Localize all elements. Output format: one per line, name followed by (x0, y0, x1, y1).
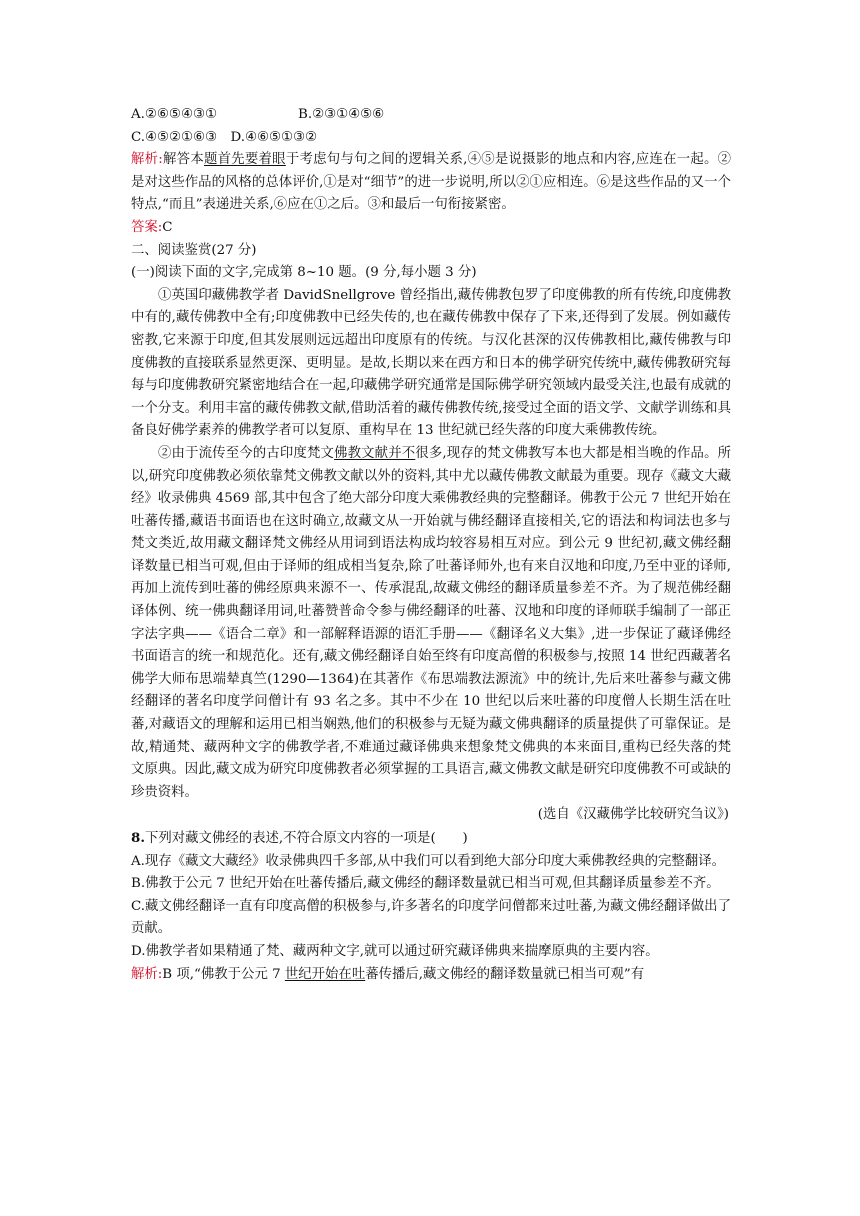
passage-paragraph-1: ①英国印藏佛教学者 DavidSnellgrove 曾经指出,藏传佛教包罗了印度佛教的所有传统,印度佛教中有的,藏传佛教中全有;印度佛教中已经失传的,也在藏传佛教中保存了下来,还得到了发展。例如藏传密教,它来源于印度,但其发展则远远超出印度原有的传统。与汉化甚深的汉传佛教相比,藏传佛教与印度佛教的直接联系显然更深、更明显。是故,长期以来在西方和日本的佛学研究传统中,藏传佛教研究每每与印度佛教研究紧密地结合在一起,印藏佛学研究通常是国际佛学研究领域内最受关注,也最有成就的一个分支。利用丰富的藏传佛教文献,借助活着的藏传佛教传统,接受过全面的语文学、文献学训练和具备良好佛学素养的佛教学者可以复原、重构早在 13 世纪就已经失落的印度大乘佛教传统。 (131, 287, 731, 439)
analysis-label: 解析: (131, 152, 163, 168)
answer-label: 答案: (131, 219, 163, 235)
prev-options-row-1 (131, 104, 731, 127)
section-sub-heading: (一)阅读下面的文字,完成第 8~10 题。(9 分,每小题 3 分) (131, 265, 477, 281)
question-number: 8. (131, 830, 145, 846)
analysis8-text-post: 蕃传播后,藏文佛经的翻译数量就已相当可观”有 (365, 966, 645, 982)
question-8-option-c: C.藏文佛经翻译一直有印度高僧的积极参与,许多著名的印度学问僧都来过吐蕃,为藏文佛经翻译做出了贡献。 (131, 898, 731, 937)
prev-answer (131, 217, 731, 240)
question-8-analysis (131, 964, 731, 987)
analysis8-text-pre: B 项,“佛教于公元 7 (162, 966, 285, 982)
p2-underlined: 佛教文献并不 (334, 445, 416, 461)
question-8-option-b: B.佛教于公元 7 世纪开始在吐蕃传播后,藏文佛经的翻译数量就已相当可观,但其翻译质量参差不齐。 (131, 876, 720, 892)
option-b: B.②③①④⑤⑥ (298, 107, 385, 122)
analysis-text-pre: 解答本 (162, 152, 204, 168)
document-page (131, 104, 731, 986)
p2-text-pre: ②由于流传至今的古印度梵文 (158, 445, 335, 461)
option-a: A.②⑥⑤④③① (131, 107, 217, 122)
analysis-underlined: 题首先要着眼 (203, 152, 286, 168)
analysis-text-post: 于考虑句与句之间的逻辑关系,④⑤是说摄影的地点和内容,应连在一起。②是对这些作品的风格的总体评价,①是对“细节”的进一步说明,所以②①应相连。⑥是这些作品的又一个特点,“而且”表递进关系,⑥应在①之后。③和最后一句衔接紧密。 (131, 152, 732, 213)
analysis8-label: 解析: (131, 966, 163, 982)
question-8-option-d: D.佛教学者如果精通了梵、藏两种文字,就可以通过研究藏译佛典来揣摩原典的主要内容。 (131, 943, 659, 959)
option-c-d: C.④⑤②①⑥③ D.④⑥⑤①③② (131, 129, 317, 145)
question-8-option-a: A.现存《藏文大藏经》收录佛典四千多部,从中我们可以看到绝大部分印度大乘佛教经典的完整翻译。 (131, 853, 725, 869)
question-8-stem (131, 827, 731, 851)
section-heading: 二、阅读鉴赏(27 分) (131, 242, 257, 258)
passage-source: (选自《汉藏佛学比较研究刍议》) (537, 807, 729, 823)
answer-value: C (162, 219, 173, 235)
passage-paragraph-2 (131, 443, 731, 805)
analysis8-underlined: 世纪开始在吐 (284, 966, 366, 982)
question-stem: 下列对藏文佛经的表述,不符合原文内容的一项是( ) (144, 831, 468, 846)
p2-text-post: 很多,现存的梵文佛教写本也大都是相当晚的作品。所以,研究印度佛教必须依靠梵文佛教文献以外的资料,其中尤以藏传佛教文献最为重要。现存《藏文大藏经》收录佛典 4569 部,其中包含了绝大部分印度大乘佛教经典的完整翻译。佛教于公元 7 世纪开始在吐蕃传播,藏语书面语也在这时确立,故藏文从一开始就与佛经翻译直接相关,它的语法和构词法也多与梵文类近,故用藏文翻译梵文佛经从用词到语法构成均较容易相互对应。到公元 9 世纪初,藏文佛经翻译数量已相当可观,但由于译师的组成相当复杂,除了吐蕃译师外,也有来自汉地和印度,乃至中亚的译师,再加上流传到吐蕃的佛经原典来源不一、传承混乱,故藏文佛经的翻译质量参差不齐。为了规范佛经翻译体例、统一佛典翻译用词,吐蕃赞普命令参与佛经翻译的吐蕃、汉地和印度的译师联手编制了一部正字法字典——《语合二章》和一部解释语源的语汇手册——《翻译名义大集》,进一步保证了藏译佛经书面语言的统一和规范化。还有,藏文佛经翻译自始至终有印度高僧的积极参与,按照 14 世纪西藏著名佛学大师布思端辇真竺(1290—1364)在其著作《布思端教法源流》中的统计,先后来吐蕃参与藏文佛经翻译的著名印度学问僧计有 93 名之多。其中不少在 10 世纪以后来吐蕃的印度僧人长期生活在吐蕃,对藏语文的理解和运用已相当娴熟,他们的积极参与无疑为藏文佛典翻译的质量提供了可靠保证。是故,精通梵、藏两种文字的佛教学者,不难通过藏译佛典来想象梵文佛典的本来面目,重构已经失落的梵文原典。因此,藏文成为研究印度佛教者必须掌握的工具语言,藏文佛教文献是研究印度佛教不可或缺的珍贵资料。 (131, 445, 732, 800)
prev-analysis (131, 149, 731, 217)
